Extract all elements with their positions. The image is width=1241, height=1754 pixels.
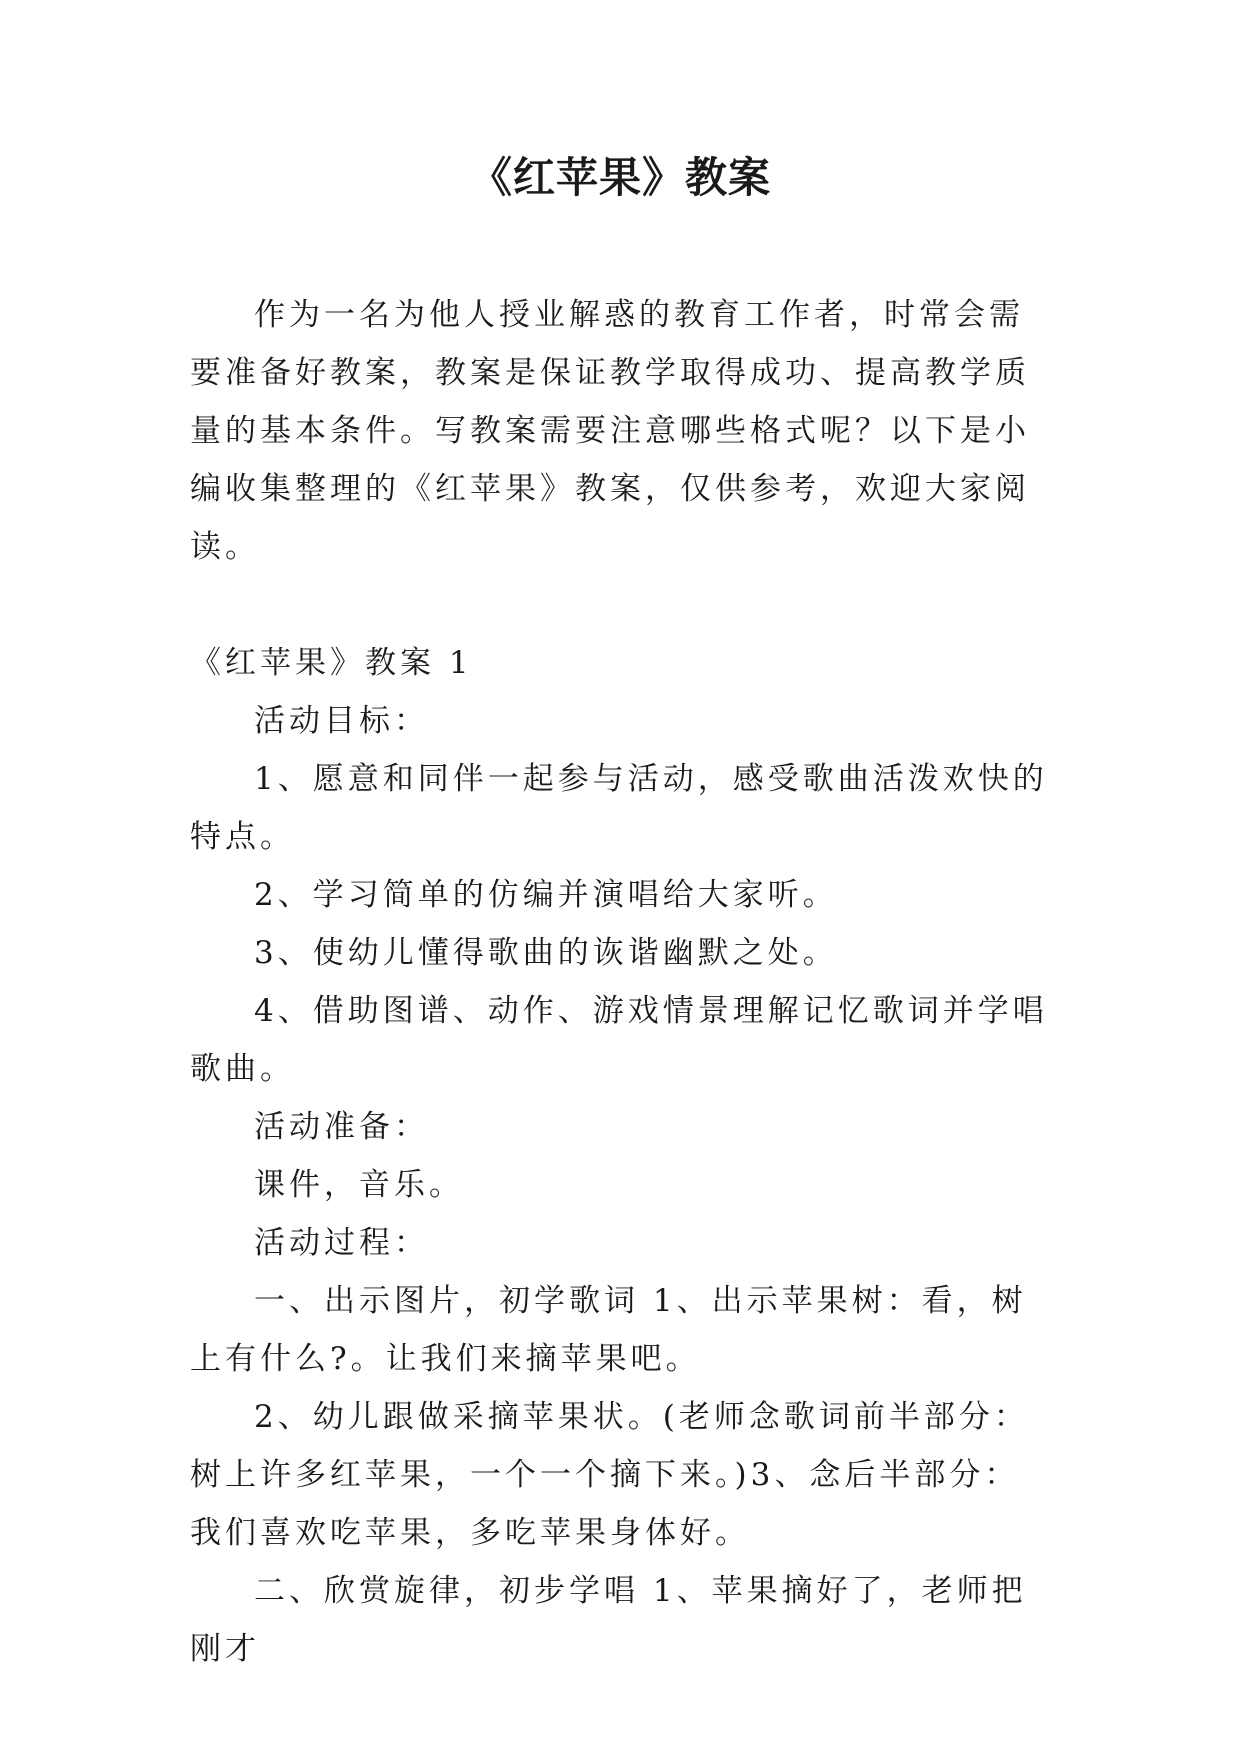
document-title: 《红苹果》教案 [469,153,771,202]
prep-label: 活动准备： [254,1109,429,1145]
document-body [190,286,1050,1678]
intro-paragraph: 作为一名为他人授业解惑的教育工作者，时常会需要准备好教案，教案是保证教学取得成功、提高教学质量的基本条件。写教案需要注意哪些格式呢？以下是小编收集整理的《红苹果》教案，仅供参考，欢迎大家阅读。 [190,297,1030,565]
section-heading: 《红苹果》教案 1 [190,645,473,681]
goals-label: 活动目标： [254,703,429,739]
goal-item-1: 1、愿意和同伴一起参与活动，感受歌曲活泼欢快的特点。 [190,761,1048,855]
prep-content: 课件，音乐。 [254,1167,464,1203]
process-label: 活动过程： [254,1225,429,1261]
process-step-3: 二、欣赏旋律，初步学唱 1、苹果摘好了，老师把刚才 [190,1573,1027,1667]
process-step-1: 一、出示图片，初学歌词 1、出示苹果树：看，树上有什么?。让我们来摘苹果吧。 [190,1283,1027,1377]
process-step-2: 2、幼儿跟做采摘苹果状。(老师念歌词前半部分：树上许多红苹果，一个一个摘下来。)3、念后半部分：我们喜欢吃苹果，多吃苹果身体好。 [190,1399,1029,1551]
goal-item-3: 3、使幼儿懂得歌曲的诙谐幽默之处。 [254,935,838,971]
goal-item-4: 4、借助图谱、动作、游戏情景理解记忆歌词并学唱歌曲。 [190,993,1048,1087]
goal-item-2: 2、学习简单的仿编并演唱给大家听。 [254,877,838,913]
